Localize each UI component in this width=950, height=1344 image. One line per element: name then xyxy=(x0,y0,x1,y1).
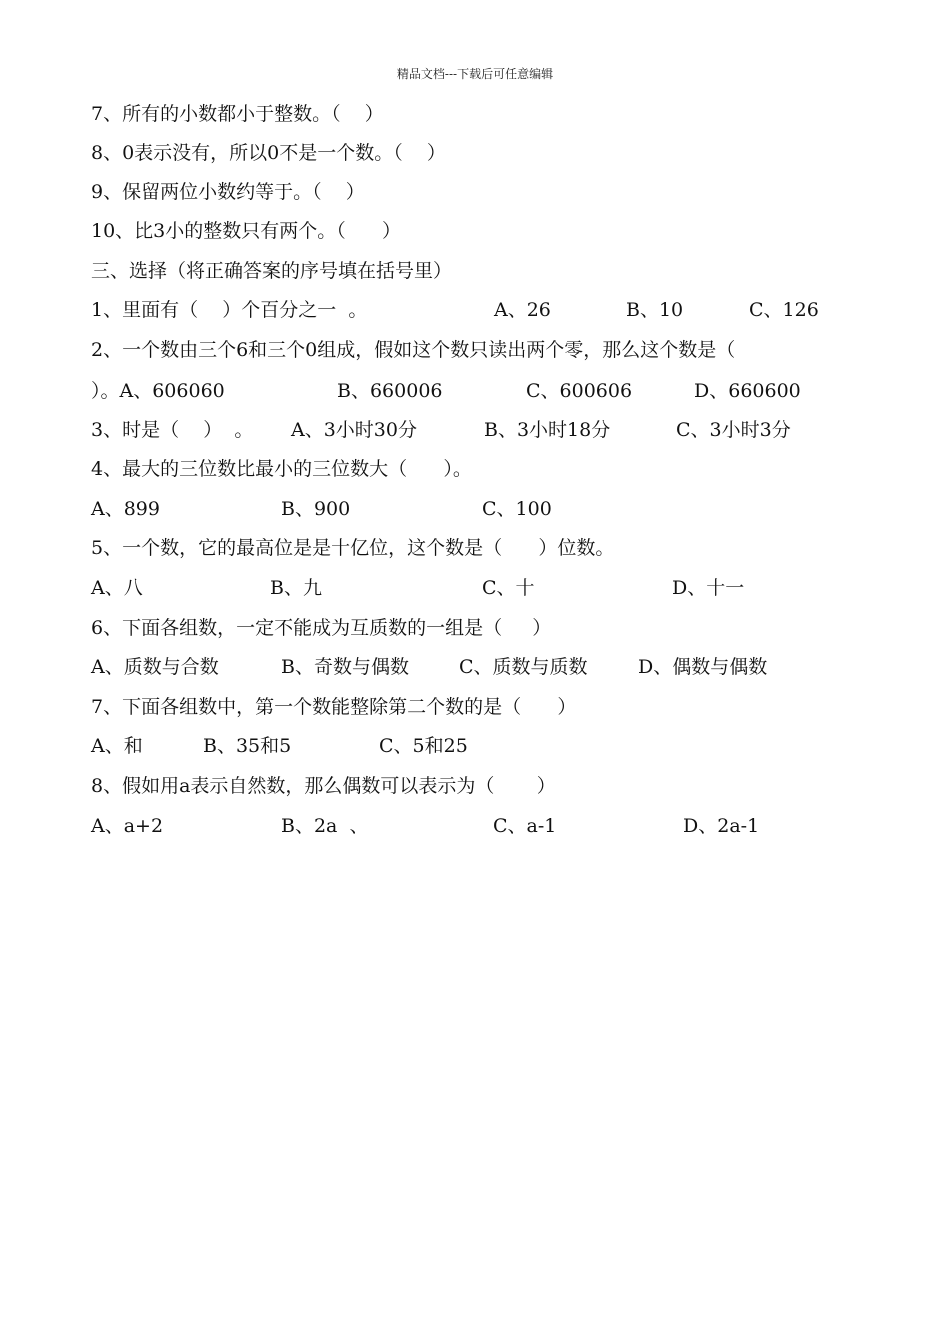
choice-4-option-a: A、899 xyxy=(91,498,160,520)
choice-3-option-a: A、3小时30分 xyxy=(291,419,417,441)
choice-7-option-a: A、和 xyxy=(91,735,143,757)
question-10: 10、比3小的整数只有两个。（ ） xyxy=(91,220,402,242)
choice-3-option-c: C、3小时3分 xyxy=(676,419,791,441)
choice-7-option-c: C、5和25 xyxy=(379,735,468,757)
choice-5-option-a: A、八 xyxy=(91,577,143,599)
choice-4-option-b: B、900 xyxy=(281,498,351,520)
choice-1-option-b: B、10 xyxy=(626,299,684,321)
choice-2-option-d: D、660600 xyxy=(694,380,801,402)
choice-7-stem: 7、下面各组数中，第一个数能整除第二个数的是（ ） xyxy=(91,696,577,718)
choice-4-option-c: C、100 xyxy=(482,498,552,520)
choice-6-option-a: A、质数与合数 xyxy=(91,656,219,678)
choice-8-option-d: D、2a-1 xyxy=(683,815,760,837)
choice-1-option-a: A、26 xyxy=(494,299,551,321)
choice-6-option-b: B、奇数与偶数 xyxy=(281,656,409,678)
choice-8-stem: 8、假如用a表示自然数，那么偶数可以表示为（ ） xyxy=(91,775,556,797)
choice-7-option-b: B、35和5 xyxy=(203,735,292,757)
choice-5-option-b: B、九 xyxy=(270,577,322,599)
choice-1-option-c: C、126 xyxy=(749,299,819,321)
choice-5-option-d: D、十一 xyxy=(672,577,745,599)
section-3-heading: 三、选择（将正确答案的序号填在括号里） xyxy=(91,260,453,282)
choice-2-stem: 2、一个数由三个6和三个0组成，假如这个数只读出两个零，那么这个数是（ xyxy=(91,339,736,361)
choice-4-stem: 4、最大的三位数比最小的三位数大（ ）。 xyxy=(91,458,472,480)
question-7: 7、所有的小数都小于整数。（ ） xyxy=(91,103,384,125)
question-8: 8、0表示没有，所以0不是一个数。（ ） xyxy=(91,142,446,164)
choice-8-option-b: B、2a 、 xyxy=(281,815,369,837)
choice-6-stem: 6、下面各组数，一定不能成为互质数的一组是（ ） xyxy=(91,617,552,639)
choice-3-option-b: B、3小时18分 xyxy=(484,419,611,441)
choice-3-stem: 3、时是（ ） 。 xyxy=(91,419,254,441)
choice-5-option-c: C、十 xyxy=(482,577,535,599)
choice-8-option-a: A、a+2 xyxy=(91,815,164,837)
choice-8-option-c: C、a-1 xyxy=(493,815,557,837)
choice-1-stem: 1、里面有（ ）个百分之一 。 xyxy=(91,299,368,321)
choice-2-option-c: C、600606 xyxy=(526,380,633,402)
choice-6-option-d: D、偶数与偶数 xyxy=(638,656,768,678)
choice-2-option-a: ）。A、606060 xyxy=(91,380,225,402)
page-header: 精品文档---下载后可任意编辑 xyxy=(396,67,554,81)
choice-2-option-b: B、660006 xyxy=(337,380,443,402)
choice-5-stem: 5、一个数，它的最高位是是十亿位，这个数是（ ）位数。 xyxy=(91,537,615,559)
question-9: 9、保留两位小数约等于。（ ） xyxy=(91,181,365,203)
choice-6-option-c: C、质数与质数 xyxy=(459,656,588,678)
